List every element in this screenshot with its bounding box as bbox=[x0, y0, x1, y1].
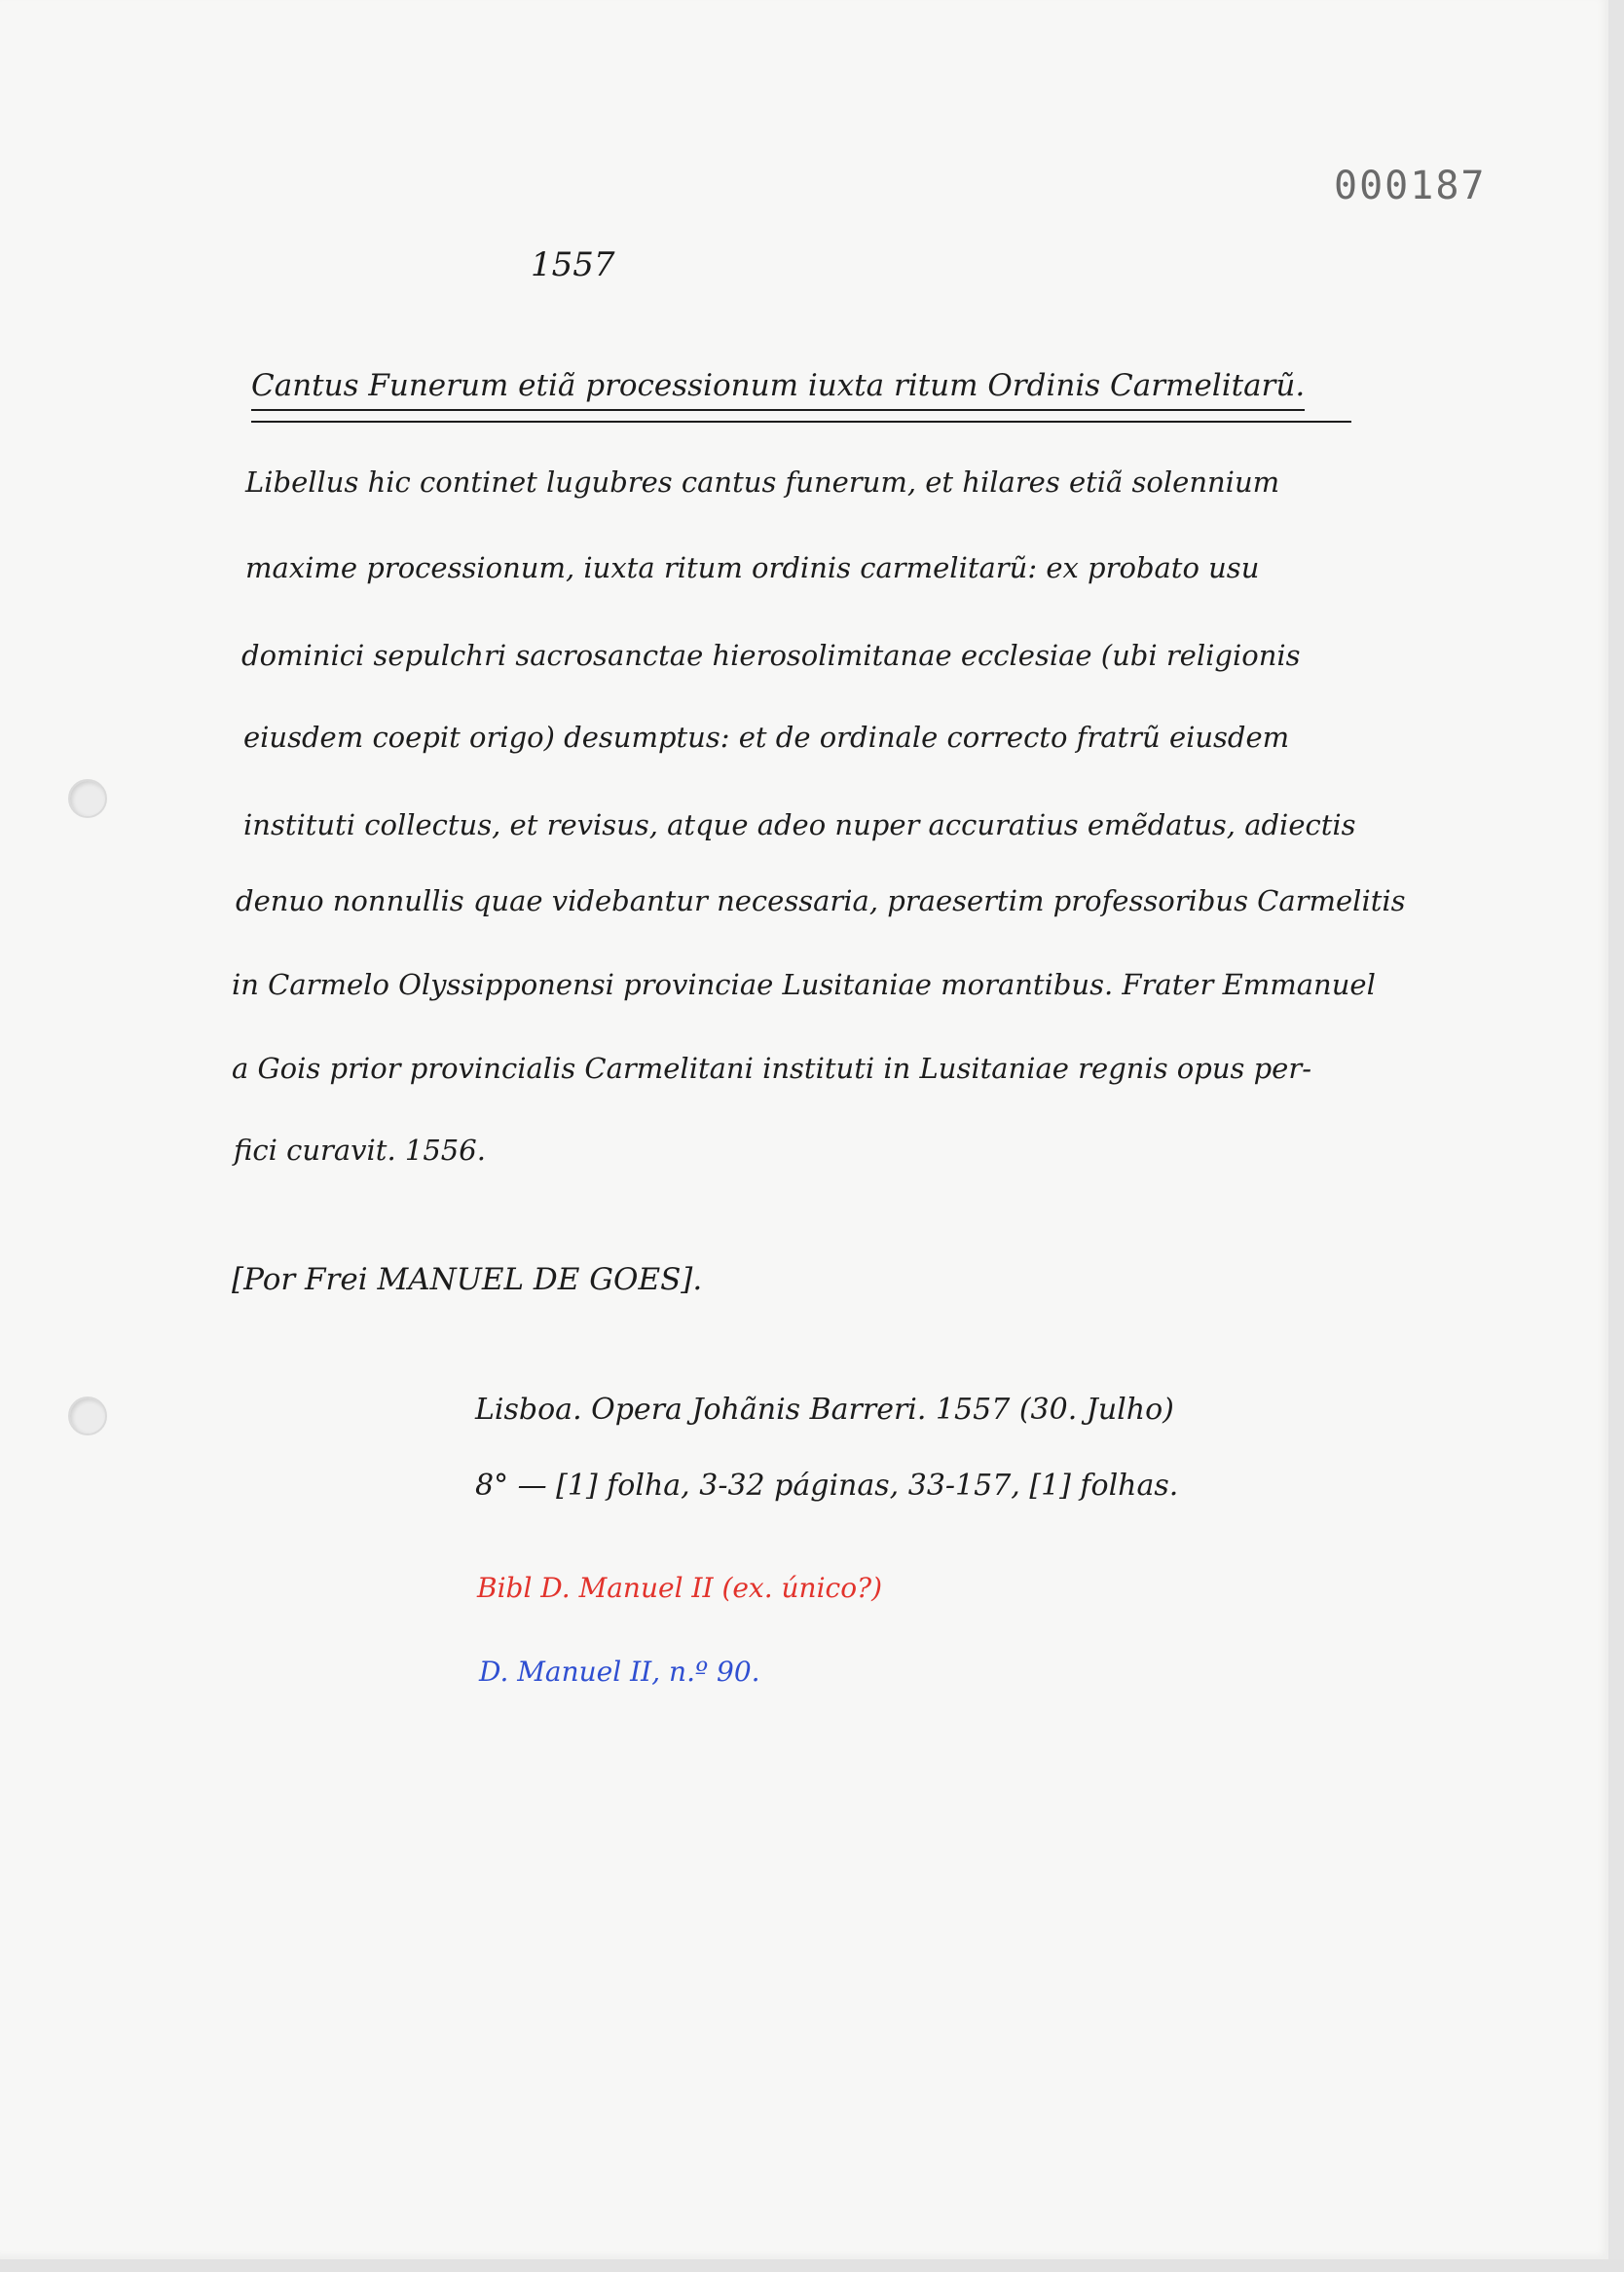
imprint-line: Lisboa. Opera Johãnis Barreri. 1557 (30. Julho) bbox=[475, 1393, 1174, 1427]
body-line: a Gois prior provincialis Carmelitani instituti in Lusitaniae regnis opus per- bbox=[232, 1052, 1311, 1085]
scan-edge-right bbox=[1608, 0, 1624, 2272]
archive-stamp-number: 000187 bbox=[1334, 164, 1487, 208]
body-line: eiusdem coepit origo) desumptus: et de ordinale correcto fratrũ eiusdem bbox=[243, 721, 1290, 754]
catalogue-note-blue: D. Manuel II, n.º 90. bbox=[479, 1656, 760, 1688]
book-title: Cantus Funerum etiã processionum iuxta ritum Ordinis Carmelitarũ. bbox=[251, 368, 1305, 411]
body-line: maxime processionum, iuxta ritum ordinis carmelitarũ: ex probato usu bbox=[245, 551, 1260, 584]
scan-edge-bottom bbox=[0, 2259, 1624, 2272]
title-double-underline bbox=[251, 421, 1351, 423]
body-line: dominici sepulchri sacrosanctae hierosolimitanae ecclesiae (ubi religionis bbox=[241, 639, 1301, 672]
punch-hole-upper bbox=[68, 779, 107, 818]
punch-hole-lower bbox=[68, 1397, 107, 1435]
author-attribution: [Por Frei MANUEL DE GOES]. bbox=[232, 1262, 703, 1297]
year-heading: 1557 bbox=[531, 245, 615, 284]
body-line: in Carmelo Olyssipponensi provinciae Lusitaniae morantibus. Frater Emmanuel bbox=[232, 968, 1376, 1001]
collation-line: 8° — [1] folha, 3-32 páginas, 33-157, [1] folhas. bbox=[475, 1469, 1179, 1503]
body-line: denuo nonnullis quae videbantur necessaria, praesertim professoribus Carmelitis bbox=[236, 884, 1406, 917]
library-note-red: Bibl D. Manuel II (ex. único?) bbox=[477, 1572, 883, 1604]
body-line: fici curavit. 1556. bbox=[234, 1134, 486, 1167]
body-line: instituti collectus, et revisus, atque adeo nuper accuratius emẽdatus, adiectis bbox=[243, 808, 1356, 841]
body-line: Libellus hic continet lugubres cantus funerum, et hilares etiã solennium bbox=[245, 466, 1280, 499]
